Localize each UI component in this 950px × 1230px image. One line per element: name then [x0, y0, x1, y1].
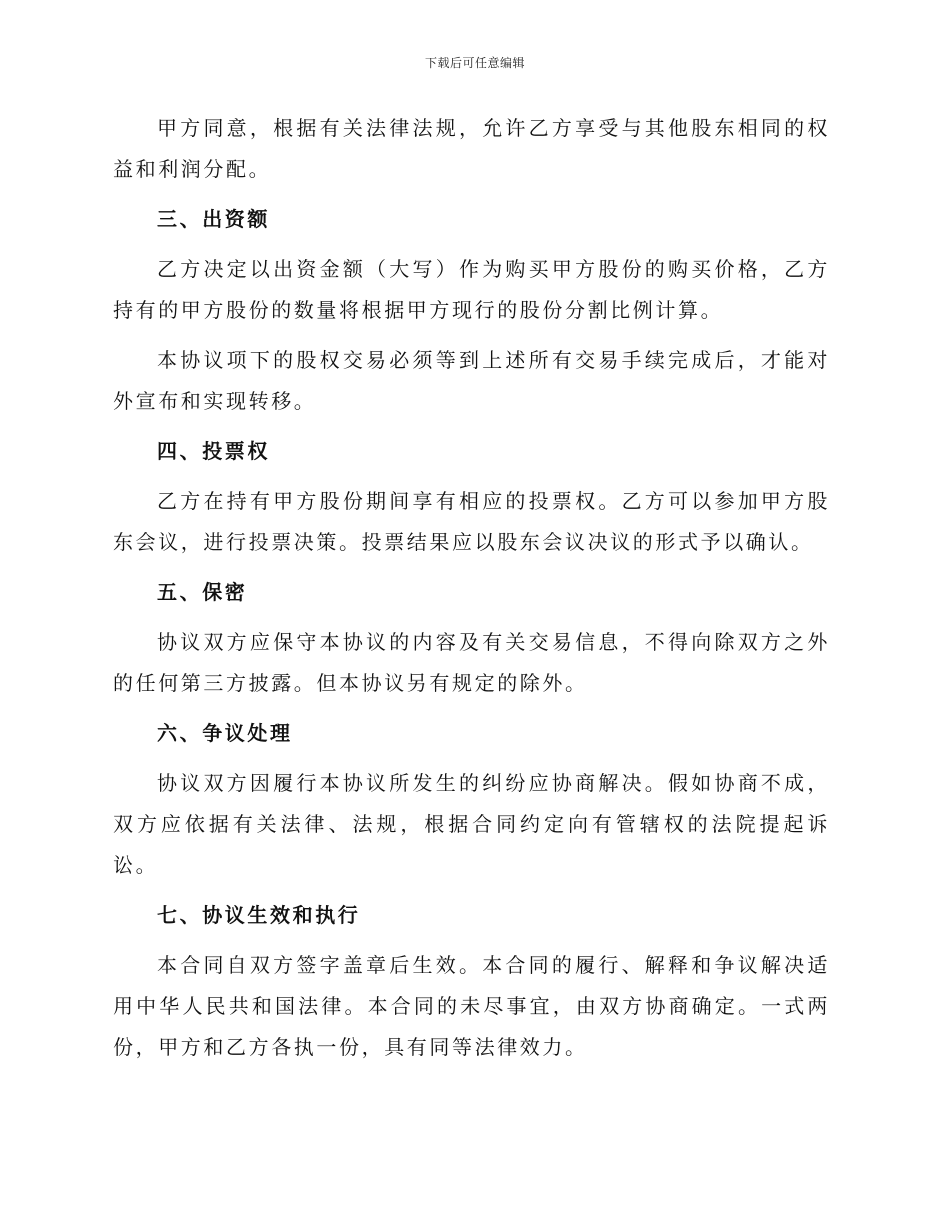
intro-paragraph: 甲方同意，根据有关法律法规，允许乙方享受与其他股东相同的权益和利润分配。: [113, 116, 830, 181]
section-title-voting: 四、投票权: [157, 439, 270, 463]
section-title-confidentiality: 五、保密: [157, 580, 248, 604]
section-title-capital: 三、出资额: [157, 207, 270, 231]
voting-paragraph: 乙方在持有甲方股份期间享有相应的投票权。乙方可以参加甲方股东会议，进行投票决策。投票结果应以股东会议决议的形式予以确认。: [113, 489, 830, 554]
capital-paragraph-2: 本协议项下的股权交易必须等到上述所有交易手续完成后，才能对外宣布和实现转移。: [113, 348, 830, 413]
section-title-dispute: 六、争议处理: [157, 721, 293, 745]
document-body: [113, 108, 830, 1077]
dispute-paragraph: 协议双方因履行本协议所发生的纠纷应协商解决。假如协商不成，双方应依据有关法律、法规，根据合同约定向有管辖权的法院提起诉讼。: [113, 771, 830, 877]
confidentiality-paragraph: 协议双方应保守本协议的内容及有关交易信息，不得向除双方之外的任何第三方披露。但本协议另有规定的除外。: [113, 630, 830, 695]
capital-paragraph-1: 乙方决定以出资金额（大写）作为购买甲方股份的购买价格，乙方持有的甲方股份的数量将根据甲方现行的股份分割比例计算。: [113, 257, 830, 322]
effectiveness-paragraph: 本合同自双方签字盖章后生效。本合同的履行、解释和争议解决适用中华人民共和国法律。本合同的未尽事宜，由双方协商确定。一式两份，甲方和乙方各执一份，具有同等法律效力。: [113, 953, 830, 1059]
header-note: 下载后可任意编辑: [424, 56, 525, 70]
section-title-effectiveness: 七、协议生效和执行: [157, 903, 361, 927]
